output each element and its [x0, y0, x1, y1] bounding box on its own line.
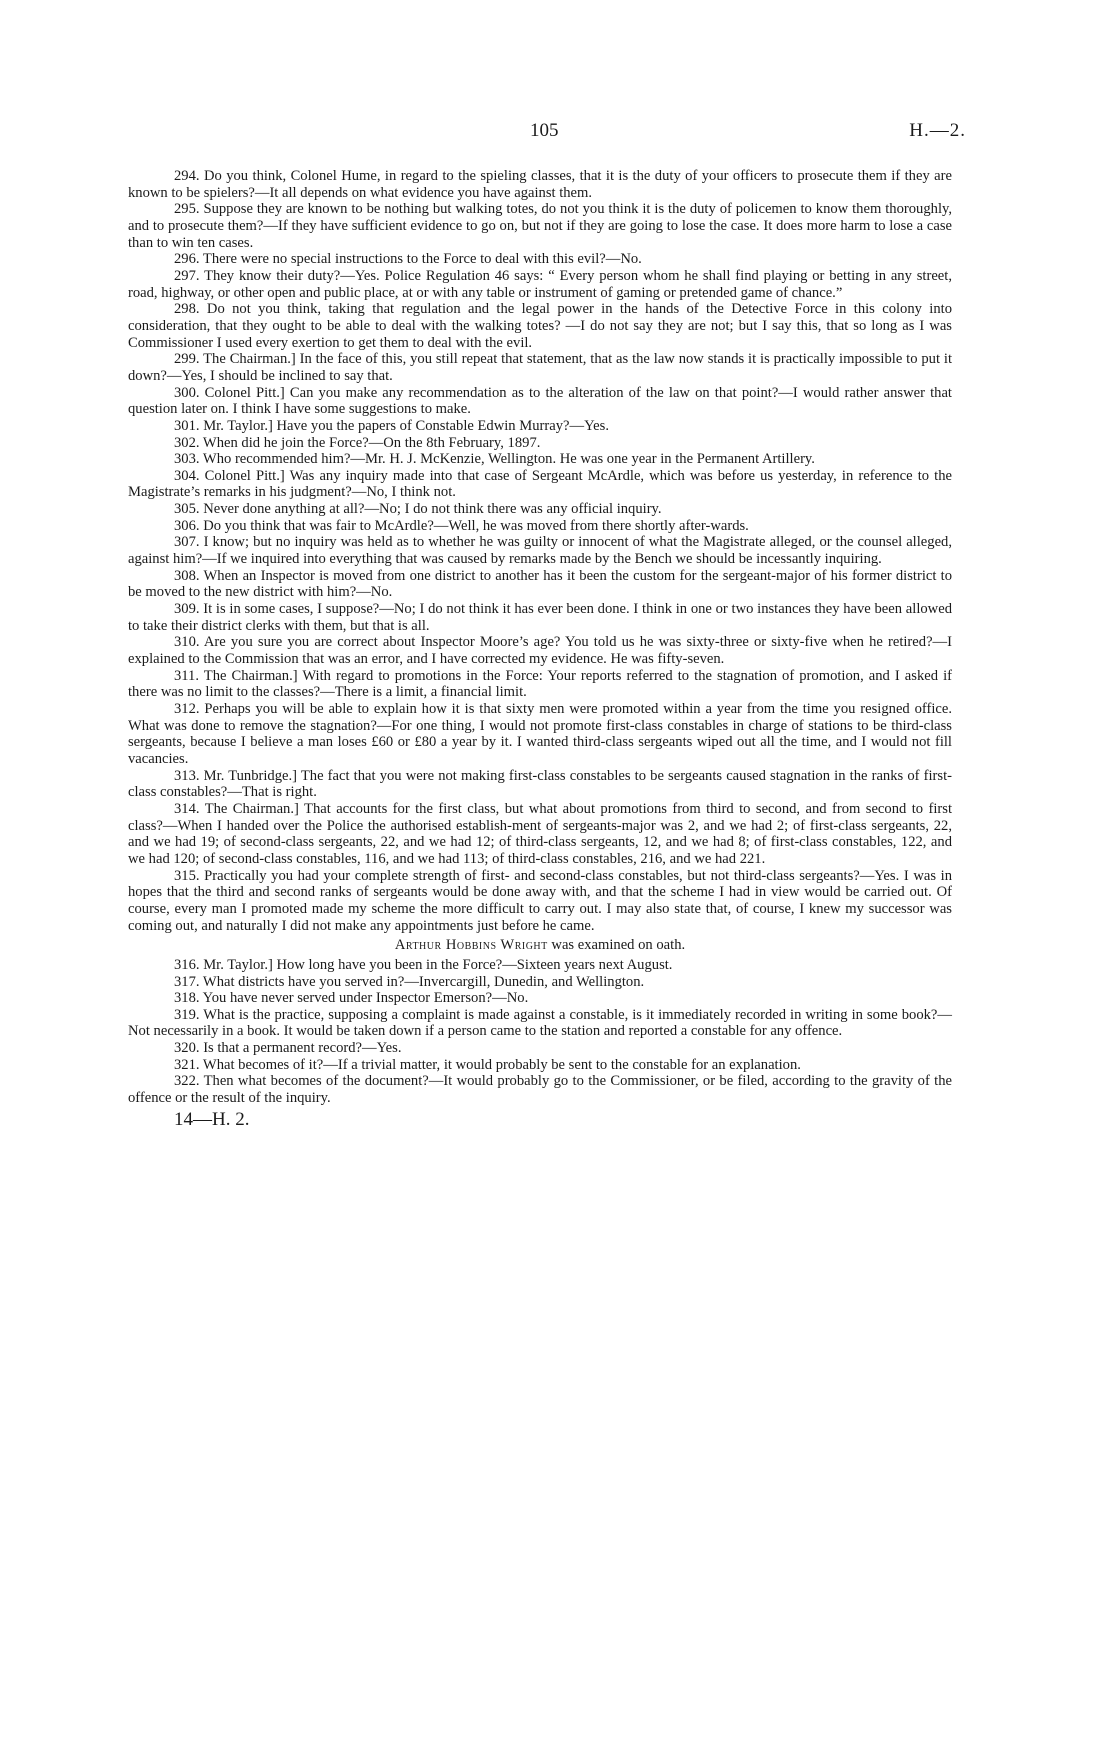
- page-header: [0, 120, 1114, 146]
- document-reference: H.—2.: [909, 120, 966, 141]
- paragraph-305: 305. Never done anything at all?—No; I do not think there was any official inquiry.: [174, 501, 662, 518]
- paragraph-307: 307. I know; but no inquiry was held as to whether he was guilty or innocent of what the Magistrate alleged, or the counsel alleged, against him?—If we inquired into everything that was caused by remarks made by the Bench we should be incessantly inquiring.: [128, 534, 952, 568]
- paragraph-308: 308. When an Inspector is moved from one district to another has it been the custom for the sergeant-major of his former district to be moved to the new district with him?—No.: [128, 567, 952, 601]
- paragraph-321: 321. What becomes of it?—If a trivial matter, it would probably be sent to the constable for an explanation.: [174, 1056, 801, 1073]
- paragraph-294: 294. Do you think, Colonel Hume, in regard to the spieling classes, that it is the duty of your officers to prosecute them if they are known to be spielers?—It all depends on what evidence you have against them.: [128, 168, 952, 201]
- sheet-reference: 14—H. 2.: [174, 1108, 250, 1130]
- paragraph-314: 314. The Chairman.] That accounts for the first class, but what about promotions from third to second, and from second to first class?—When I handed over the Police the authorised establish-ment of sergeants-major was 2, and we had 2; of first-class sergeants, 22, and we had 19; of second-class sergeants, 22, and we had 12; of third-class sergeants, 12, and we had 8; of first-class constables, 122, and we had 120; of second-class constables, 116, and we had 113; of third-class constables, 216, and we had 221.: [128, 800, 952, 867]
- paragraph-311: 311. The Chairman.] With regard to promotions in the Force: Your reports referred to the stagnation of promotion, and I asked if there was no limit to the classes?—There is a limit, a financial limit.: [128, 667, 952, 701]
- witness-heading-text: was examined on oath.: [547, 937, 686, 954]
- page-body: [128, 168, 952, 1131]
- paragraph-318: 318. You have never served under Inspector Emerson?—No.: [174, 990, 529, 1007]
- page-number: 105: [530, 120, 559, 141]
- paragraph-304: 304. Colonel Pitt.] Was any inquiry made into that case of Sergeant McArdle, which was before us yesterday, in reference to the Magistrate’s remarks in his judgment?—No, I think not.: [128, 467, 952, 501]
- paragraph-313: 313. Mr. Tunbridge.] The fact that you were not making first-class constables to be sergeants caused stagnation in the ranks of first-class constables?—That is right.: [128, 767, 952, 801]
- paragraph-296: 296. There were no special instructions to the Force to deal with this evil?—No.: [174, 251, 642, 268]
- paragraph-310: 310. Are you sure you are correct about Inspector Moore’s age? You told us he was sixty-three or sixty-five when he retired?—I explained to the Commission that was an error, and I have corrected my evidence. He was fifty-seven.: [128, 634, 952, 668]
- paragraph-320: 320. Is that a permanent record?—Yes.: [174, 1040, 402, 1057]
- paragraph-317: 317. What districts have you served in?—Invercargill, Dunedin, and Wellington.: [174, 973, 645, 990]
- paragraph-306: 306. Do you think that was fair to McArdle?—Well, he was moved from there shortly after-wards.: [174, 517, 749, 534]
- paragraph-298: 298. Do not you think, taking that regulation and the legal power in the hands of the Detective Force in this colony into consideration, that they ought to be able to deal with the walking totes? —I do not say they are not; but I say this, that so long as I was Commissioner I used every exertion to get them to deal with the evil.: [128, 301, 952, 351]
- paragraph-315: 315. Practically you had your complete strength of first- and second-class constables, but not third-class sergeants?—Yes. I was in hopes that the third and second ranks of sergeants would be done away with, and that the scheme I had in view would be carried out. Of course, every man I promoted made my scheme the more difficult to carry out. I may also state that, of course, I knew my successor was coming out, and naturally I did not make any appointments just before he came.: [128, 867, 952, 934]
- paragraph-316: 316. Mr. Taylor.] How long have you been in the Force?—Sixteen years next August.: [174, 956, 673, 973]
- paragraph-300: 300. Colonel Pitt.] Can you make any recommendation as to the alteration of the law on that point?—I would rather answer that question later on. I think I have some suggestions to make.: [128, 384, 952, 418]
- witness-name: Arthur Hobbins Wright: [394, 937, 548, 954]
- paragraph-301: 301. Mr. Taylor.] Have you the papers of Constable Edwin Murray?—Yes.: [174, 417, 609, 434]
- paragraph-322: 322. Then what becomes of the document?—It would probably go to the Commissioner, or be filed, according to the gravity of the offence or the result of the inquiry.: [128, 1073, 952, 1107]
- paragraph-299: 299. The Chairman.] In the face of this, you still repeat that statement, that as the law now stands it is practically impossible to put it down?—Yes, I should be inclined to say that.: [128, 351, 952, 384]
- paragraph-302: 302. When did he join the Force?—On the 8th February, 1897.: [174, 434, 541, 451]
- paragraph-312: 312. Perhaps you will be able to explain how it is that sixty men were promoted within a year from the time you resigned office. What was done to remove the stagnation?—For one thing, I would not promote first-class constables in charge of stations to be third-class sergeants, because I believe a man loses £60 or £80 a year by it. I wanted third-class sergeants wiped out all the time, and I would not fill vacancies.: [128, 701, 952, 767]
- paragraph-309: 309. It is in some cases, I suppose?—No; I do not think it has ever been done. I think in one or two instances they have been allowed to take their district clerks with them, but that is all.: [128, 601, 952, 634]
- witness-heading: [128, 937, 952, 954]
- paragraph-297: 297. They know their duty?—Yes. Police Regulation 46 says: “ Every person whom he shall find playing or betting in any street, road, highway, or other open and public place, at or with any table or instrument of gaming or pretended game of chance.”: [128, 267, 952, 301]
- paragraph-319: 319. What is the practice, supposing a complaint is made against a constable, is it immediately recorded in writing in some book?—Not necessarily in a book. It would be taken down if a person came to the station and reported a constable for any offence.: [128, 1006, 952, 1040]
- paragraph-295: 295. Suppose they are known to be nothing but walking totes, do not you think it is the duty of policemen to know them thoroughly, and to prosecute them?—If they have sufficient evidence to go on, but not if they are going to lose the case. It does more harm to lose a case than to win ten cases.: [128, 201, 952, 251]
- paragraph-303: 303. Who recommended him?—Mr. H. J. McKenzie, Wellington. He was one year in the Permanent Artillery.: [174, 451, 815, 468]
